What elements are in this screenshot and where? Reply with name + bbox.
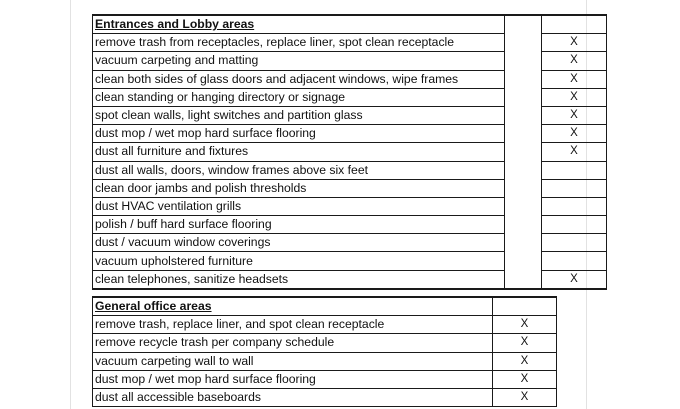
blank-cell (542, 15, 607, 34)
table-row (93, 52, 607, 70)
table-row (93, 125, 607, 143)
table-row (93, 88, 607, 106)
table-row (93, 234, 607, 252)
task-cell: remove trash, replace liner, and spot clean receptacle (93, 316, 493, 334)
blank-cell (505, 216, 542, 234)
check-mark (542, 252, 607, 270)
blank-cell (505, 270, 542, 289)
check-mark: X (542, 70, 607, 88)
task-cell: dust mop / wet mop hard surface flooring (93, 370, 493, 388)
check-mark: X (493, 316, 557, 334)
blank-cell (505, 70, 542, 88)
task-cell: dust all furniture and fixtures (93, 143, 505, 161)
section-title: General office areas (93, 297, 493, 316)
blank-cell (505, 179, 542, 197)
blank-cell (505, 52, 542, 70)
table-row (93, 34, 607, 52)
check-mark: X (542, 125, 607, 143)
section-header-row (93, 15, 607, 34)
table-row (93, 70, 607, 88)
blank-cell (505, 15, 542, 34)
table-row (93, 216, 607, 234)
section-header-row (93, 297, 557, 316)
check-mark: X (493, 370, 557, 388)
task-cell: polish / buff hard surface flooring (93, 216, 505, 234)
task-cell: dust all walls, doors, window frames above six feet (93, 161, 505, 179)
table-row (93, 370, 557, 388)
task-cell: remove trash from receptacles, replace liner, spot clean receptacle (93, 34, 505, 52)
check-mark (542, 216, 607, 234)
section-title: Entrances and Lobby areas (93, 15, 505, 34)
table-row (93, 270, 607, 289)
blank-cell (505, 106, 542, 124)
blank-cell (505, 88, 542, 106)
check-mark (542, 197, 607, 215)
task-cell: vacuum carpeting wall to wall (93, 352, 493, 370)
check-mark: X (542, 270, 607, 289)
check-mark: X (493, 388, 557, 406)
task-cell: vacuum carpeting and matting (93, 52, 505, 70)
blank-cell (505, 34, 542, 52)
table-row (93, 316, 557, 334)
task-cell: clean door jambs and polish thresholds (93, 179, 505, 197)
check-mark: X (542, 88, 607, 106)
blank-cell (493, 297, 557, 316)
task-cell: dust HVAC ventilation grills (93, 197, 505, 215)
task-cell: vacuum upholstered furniture (93, 252, 505, 270)
task-cell: clean telephones, sanitize headsets (93, 270, 505, 289)
table-row (93, 352, 557, 370)
table-row (93, 143, 607, 161)
blank-cell (505, 161, 542, 179)
task-cell: dust mop / wet mop hard surface flooring (93, 125, 505, 143)
task-cell: spot clean walls, light switches and partition glass (93, 106, 505, 124)
blank-cell (505, 143, 542, 161)
task-cell: clean standing or hanging directory or signage (93, 88, 505, 106)
table-row (93, 334, 557, 352)
check-mark: X (542, 143, 607, 161)
check-mark (542, 179, 607, 197)
table-row (93, 106, 607, 124)
entrances-lobby-table (92, 14, 607, 290)
blank-cell (505, 234, 542, 252)
task-cell: dust / vacuum window coverings (93, 234, 505, 252)
task-cell: clean both sides of glass doors and adjacent windows, wipe frames (93, 70, 505, 88)
blank-cell (505, 125, 542, 143)
blank-cell (505, 252, 542, 270)
table-row (93, 252, 607, 270)
check-mark: X (542, 52, 607, 70)
table-row (93, 197, 607, 215)
task-cell: remove recycle trash per company schedule (93, 334, 493, 352)
check-mark: X (542, 34, 607, 52)
table-row (93, 179, 607, 197)
general-office-table (92, 296, 557, 407)
table-row (93, 388, 557, 406)
blank-cell (505, 197, 542, 215)
table-row (93, 161, 607, 179)
check-mark: X (542, 106, 607, 124)
task-cell: dust all accessible baseboards (93, 388, 493, 406)
check-mark (542, 161, 607, 179)
check-mark (542, 234, 607, 252)
check-mark: X (493, 352, 557, 370)
check-mark: X (493, 334, 557, 352)
